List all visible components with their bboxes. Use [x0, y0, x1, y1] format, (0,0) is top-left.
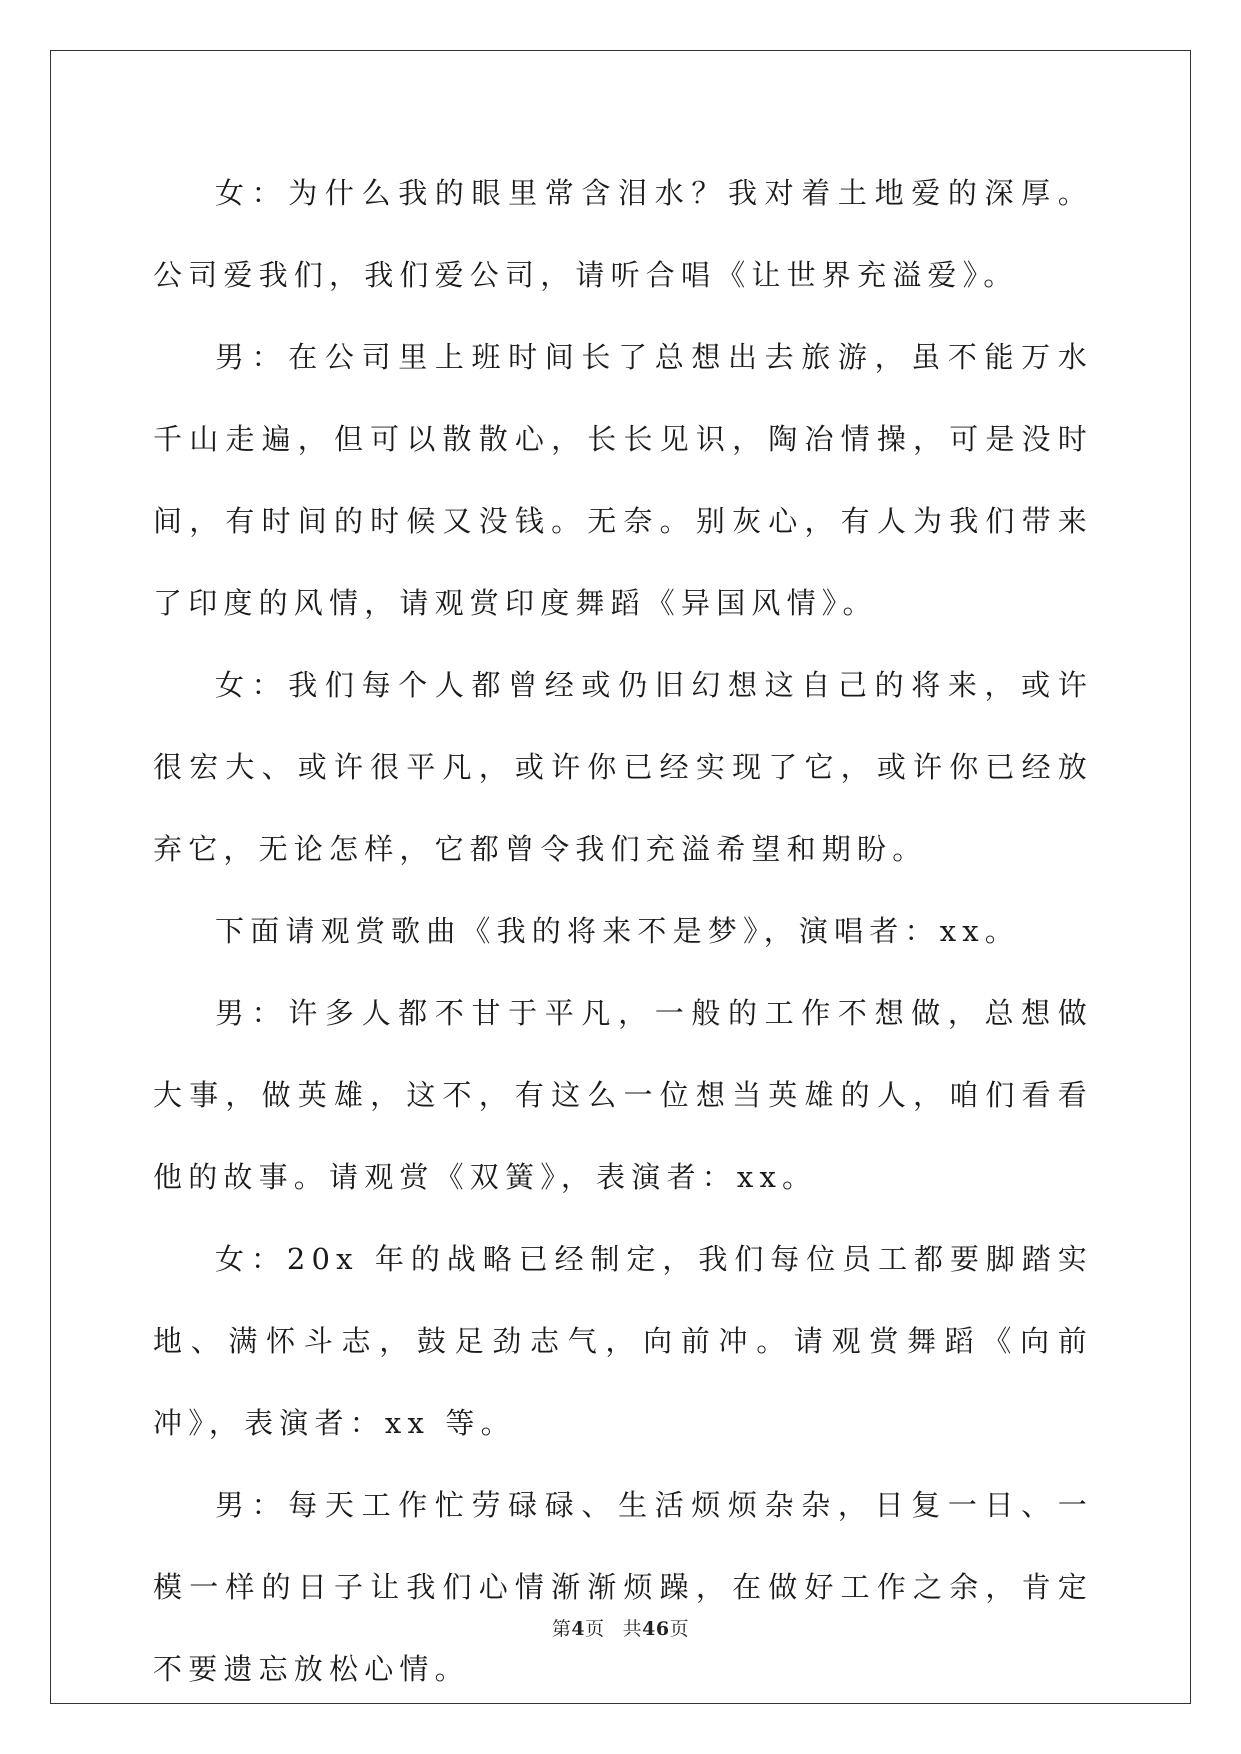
- document-body: [153, 152, 1093, 1710]
- page-footer: [0, 1614, 1241, 1641]
- paragraph: 女：20x 年的战略已经制定，我们每位员工都要脚踏实地、满怀斗志，鼓足劲志气，向前冲。请观赏舞蹈《向前冲》，表演者：xx 等。: [153, 1242, 1093, 1440]
- paragraph: 男：在公司里上班时间长了总想出去旅游，虽不能万水千山走遍，但可以散散心，长长见识，陶冶情操，可是没时间，有时间的时候又没钱。无奈。别灰心，有人为我们带来了印度的风情，请观赏印度舞蹈《异国风情》。: [153, 340, 1093, 620]
- page-label-prefix: 第: [551, 1618, 572, 1640]
- paragraph: 男：许多人都不甘于平凡，一般的工作不想做，总想做大事，做英雄，这不，有这么一位想当英雄的人，咱们看看他的故事。请观赏《双簧》，表演者：xx。: [153, 996, 1093, 1194]
- total-label-prefix: 共: [622, 1618, 643, 1640]
- paragraph: 男：每天工作忙劳碌碌、生活烦烦杂杂，日复一日、一模一样的日子让我们心情渐渐烦躁，在做好工作之余，肯定不要遗忘放松心情。: [153, 1488, 1093, 1686]
- total-page-count: 46: [642, 1618, 670, 1640]
- paragraph: 女：为什么我的眼里常含泪水？我对着土地爱的深厚。公司爱我们，我们爱公司，请听合唱《让世界充溢爱》。: [153, 176, 1093, 292]
- page-label-unit: 页: [585, 1618, 605, 1640]
- paragraph: 女：我们每个人都曾经或仍旧幻想这自己的将来，或许很宏大、或许很平凡，或许你已经实现了它，或许你已经放弃它，无论怎样，它都曾令我们充溢希望和期盼。: [153, 668, 1093, 866]
- total-label-unit: 页: [669, 1618, 690, 1640]
- paragraph: 下面请观赏歌曲《我的将来不是梦》，演唱者：xx。: [215, 914, 1021, 948]
- current-page-number: 4: [571, 1618, 586, 1640]
